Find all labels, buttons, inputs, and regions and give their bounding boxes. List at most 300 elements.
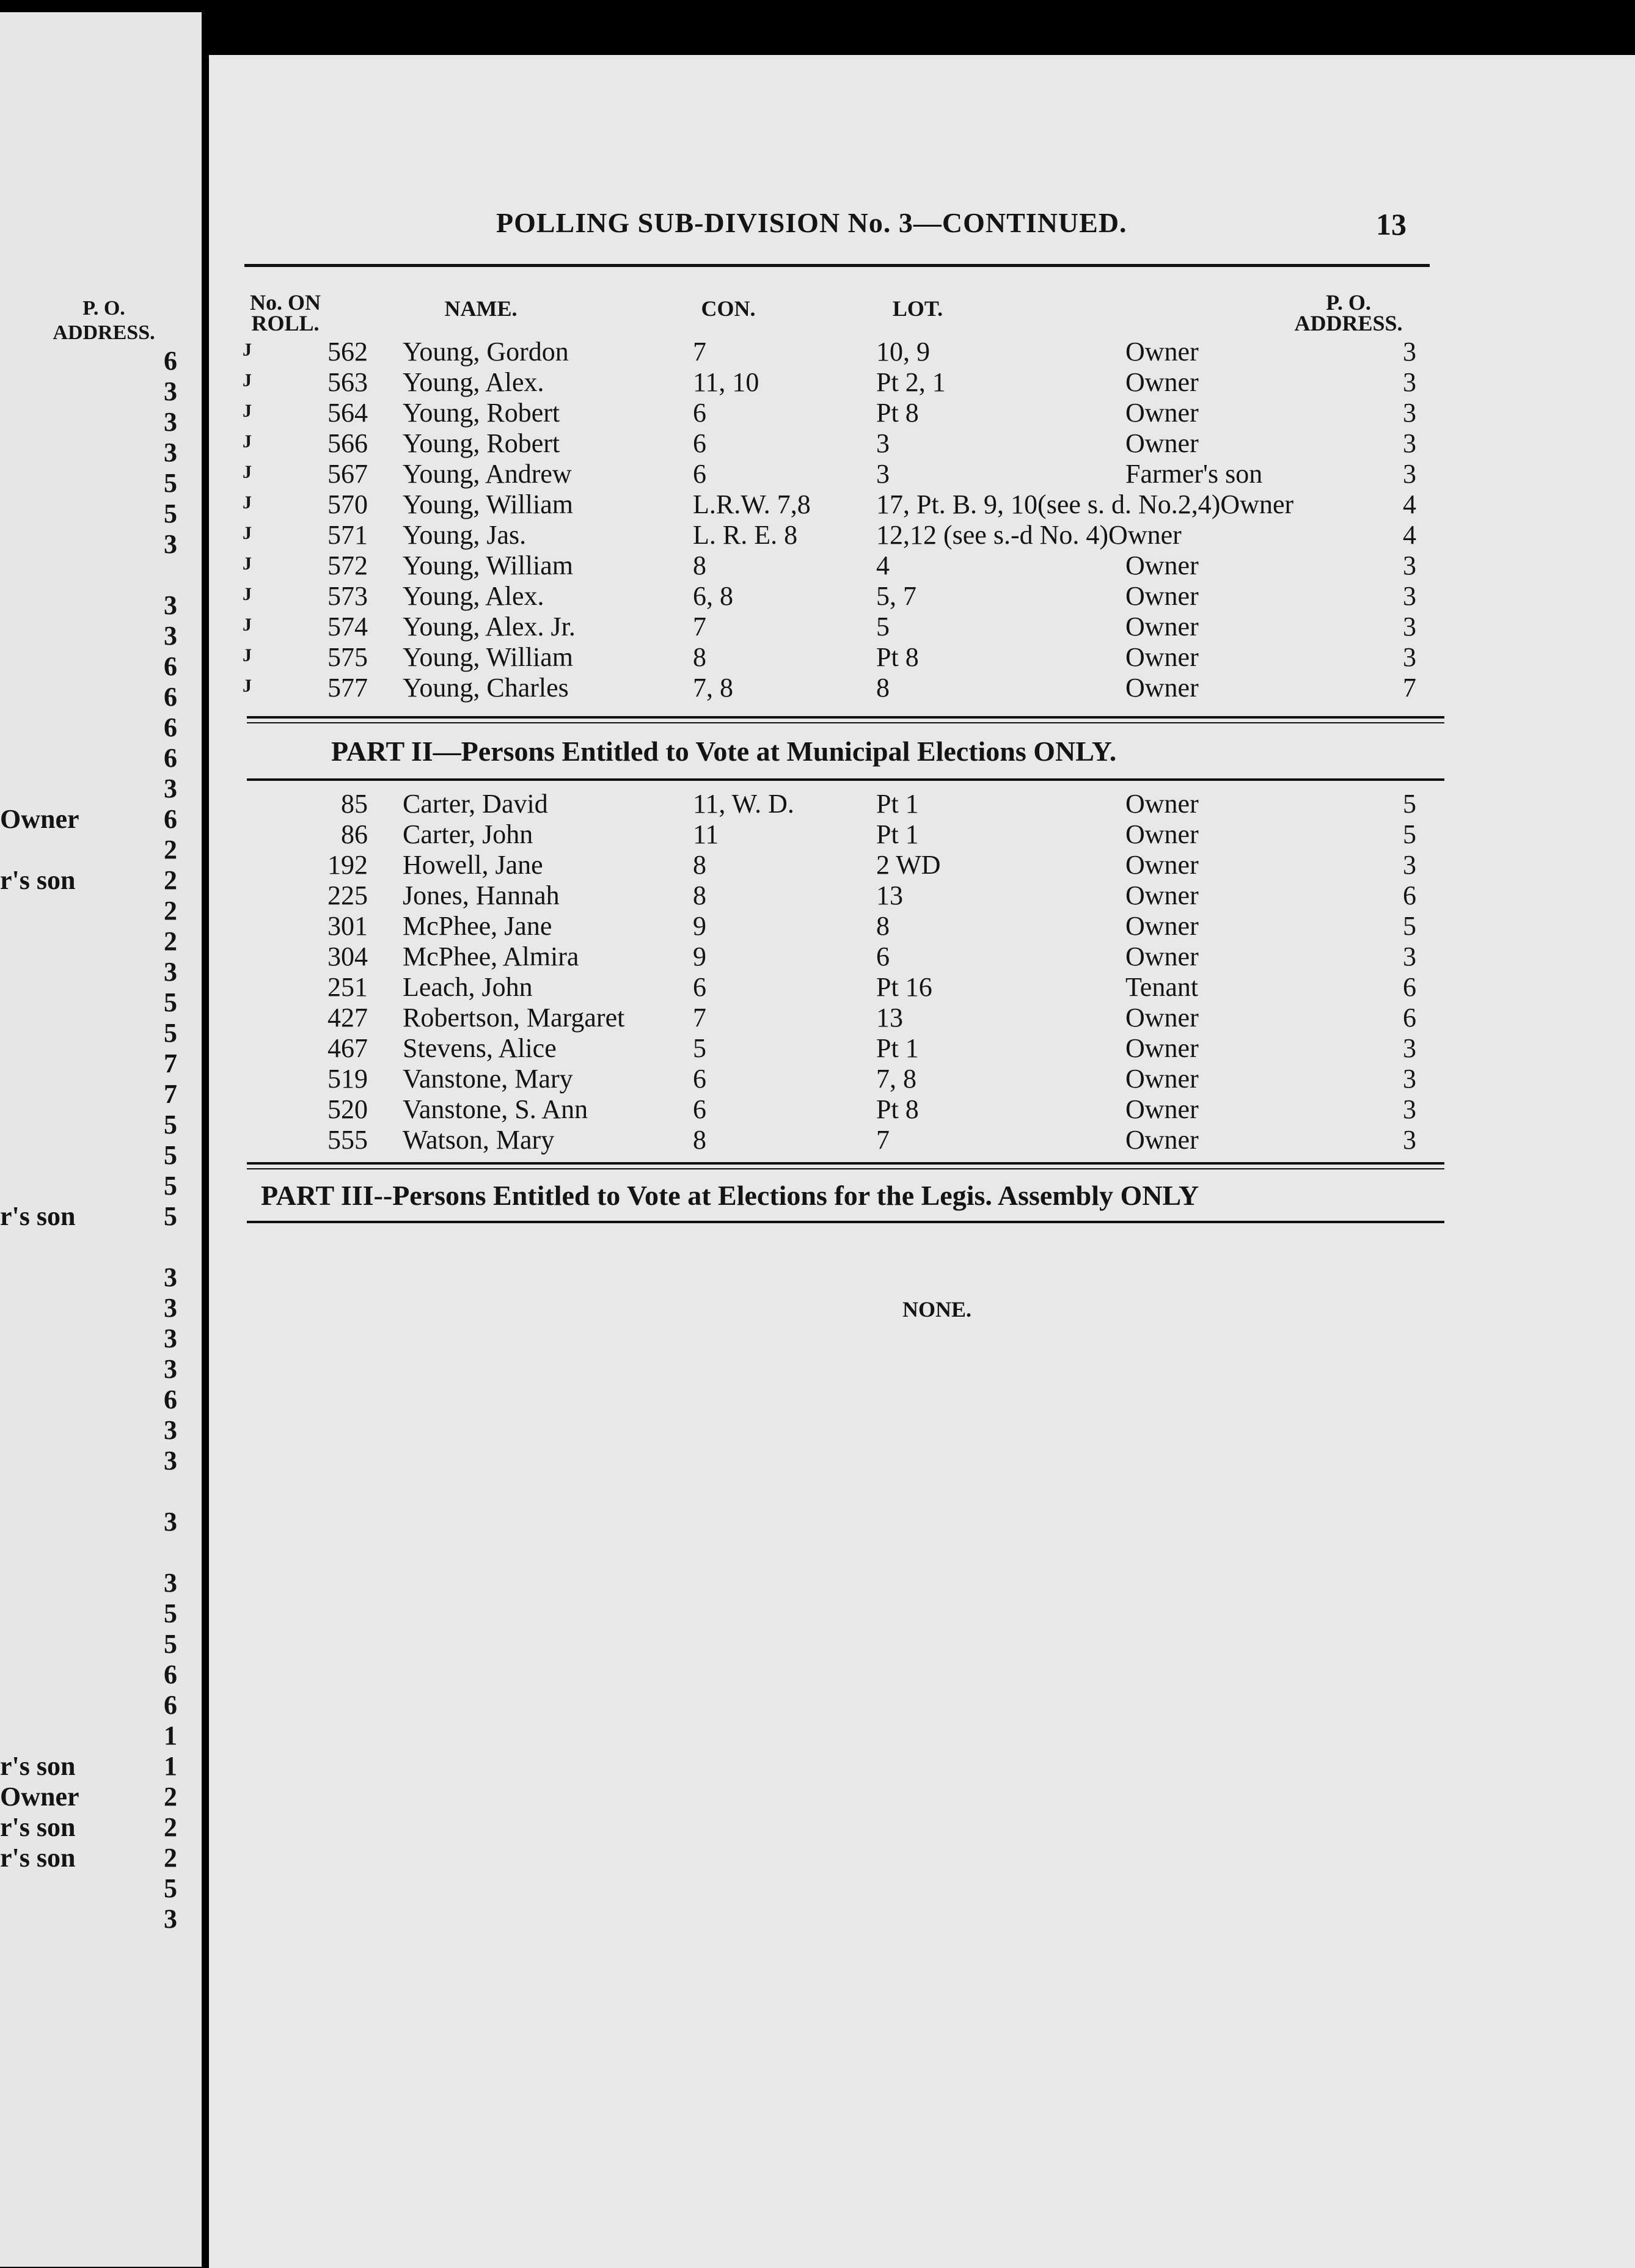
left-list-item: [0, 590, 177, 620]
cell-addr: 4: [1403, 520, 1416, 550]
cell-lot: 3: [876, 428, 890, 458]
cell-addr: 3: [1403, 1125, 1416, 1155]
left-row-value: 6: [164, 651, 177, 681]
cell-addr: 3: [1403, 1064, 1416, 1094]
cell-no: 467: [327, 1033, 368, 1063]
cell-type: Tenant: [1125, 972, 1199, 1002]
left-row-value: 5: [164, 1110, 177, 1139]
left-list-item: [0, 1659, 177, 1689]
cell-j: J: [243, 462, 252, 482]
cell-name: Carter, David: [403, 789, 548, 819]
left-list-item: [0, 1720, 177, 1750]
cell-no: 567: [327, 459, 368, 489]
col-lot: LOT.: [892, 296, 943, 321]
cell-con: 8: [693, 880, 706, 910]
part2-title: PART II—Persons Entitled to Vote at Municipal Elections ONLY.: [331, 736, 1117, 767]
cell-no: 304: [327, 942, 368, 971]
cell-lot: 12,12 (see s.-d No. 4)Owner: [876, 520, 1182, 550]
left-list-item: [0, 865, 177, 895]
left-row-value: 3: [164, 774, 177, 803]
left-row-value: 5: [164, 987, 177, 1017]
cell-con: 6: [693, 1094, 706, 1124]
cell-addr: 3: [1403, 581, 1416, 611]
part3-title: PART III--Persons Entitled to Vote at Elections for the Legis. Assembly ONLY: [261, 1180, 1199, 1211]
cell-con: 11: [693, 819, 719, 849]
cell-type: Owner: [1125, 1094, 1199, 1124]
cell-addr: 3: [1403, 459, 1416, 489]
left-list-item: [0, 1017, 177, 1048]
cell-addr: 6: [1403, 1003, 1416, 1033]
cell-type: Owner: [1125, 819, 1199, 849]
table-row: [243, 941, 1575, 971]
part1-rule-a: [247, 716, 1444, 719]
left-row-value: 3: [164, 1568, 177, 1598]
cell-type: Owner: [1125, 789, 1199, 819]
table-row: [243, 458, 1575, 489]
cell-addr: 6: [1403, 880, 1416, 910]
left-row-value: 2: [164, 1843, 177, 1873]
cell-addr: 3: [1403, 551, 1416, 580]
cell-type: Owner: [1125, 850, 1199, 880]
cell-lot: Pt 8: [876, 642, 919, 672]
left-row-value: 3: [164, 1354, 177, 1384]
cell-no: 85: [341, 789, 368, 819]
cell-no: 520: [327, 1094, 368, 1124]
left-row-text: r's son: [0, 1843, 76, 1873]
cell-no: 86: [341, 819, 368, 849]
cell-no: 571: [327, 520, 368, 550]
cell-con: 9: [693, 911, 706, 941]
cell-con: 8: [693, 642, 706, 672]
cell-lot: Pt 1: [876, 1033, 919, 1063]
table-row: [243, 1033, 1575, 1063]
table-row: [243, 1063, 1575, 1094]
col-name: NAME.: [444, 296, 518, 321]
left-list-item: [0, 1598, 177, 1628]
left-row-value: 5: [164, 1598, 177, 1628]
cell-lot: 5: [876, 612, 890, 642]
cell-name: Howell, Jane: [403, 850, 543, 880]
table-row: [243, 910, 1575, 941]
cell-no: 562: [327, 337, 368, 367]
cell-type: Owner: [1125, 337, 1199, 367]
cell-type: Owner: [1125, 942, 1199, 971]
left-row-value: 3: [164, 1446, 177, 1476]
cell-name: Young, Andrew: [403, 459, 572, 489]
cell-con: L.R.W. 7,8: [693, 489, 811, 519]
cell-con: 6: [693, 428, 706, 458]
cell-con: 7, 8: [693, 673, 733, 703]
cell-name: Young, William: [403, 642, 573, 672]
left-row-value: 1: [164, 1751, 177, 1781]
cell-lot: Pt 1: [876, 789, 919, 819]
table-row: [243, 672, 1575, 703]
left-list-item: [0, 1262, 177, 1292]
left-row-value: 5: [164, 1171, 177, 1201]
table-row: [243, 1094, 1575, 1124]
left-row-value: 3: [164, 407, 177, 437]
cell-type: Owner: [1125, 1003, 1199, 1033]
cell-con: 11, 10: [693, 367, 759, 397]
table-row: [243, 642, 1575, 672]
left-row-value: 2: [164, 1782, 177, 1812]
table-row: [243, 849, 1575, 880]
cell-addr: 3: [1403, 1094, 1416, 1124]
cell-name: Watson, Mary: [403, 1125, 555, 1155]
left-list-item: [0, 1506, 177, 1537]
left-list-item: [0, 559, 177, 590]
cell-lot: 3: [876, 459, 890, 489]
left-list-item: [0, 1292, 177, 1323]
left-list-item: [0, 529, 177, 559]
left-row-value: 2: [164, 926, 177, 956]
left-list-item: [0, 1384, 177, 1414]
part2-top-rule: [247, 778, 1444, 781]
col-con: CON.: [701, 296, 756, 321]
cell-j: J: [243, 554, 252, 574]
cell-name: Carter, John: [403, 819, 533, 849]
left-list-item: [0, 1873, 177, 1903]
right-page: [209, 55, 1635, 2268]
cell-no: 301: [327, 911, 368, 941]
cell-lot: 10, 9: [876, 337, 930, 367]
cell-lot: Pt 8: [876, 398, 919, 428]
cell-con: L. R. E. 8: [693, 520, 798, 550]
cell-j: J: [243, 676, 252, 696]
table-row: [243, 788, 1575, 819]
cell-name: McPhee, Almira: [403, 942, 579, 971]
table-row: [243, 1002, 1575, 1033]
cell-con: 6: [693, 1064, 706, 1094]
left-row-value: 6: [164, 1690, 177, 1720]
left-row-value: 3: [164, 1904, 177, 1934]
table-row: [243, 336, 1575, 367]
left-list-item: [0, 1201, 177, 1231]
cell-addr: 5: [1403, 819, 1416, 849]
left-list-item: [0, 1048, 177, 1078]
table-row: [243, 550, 1575, 580]
cell-name: Stevens, Alice: [403, 1033, 557, 1063]
cell-lot: Pt 16: [876, 972, 932, 1002]
cell-addr: 3: [1403, 428, 1416, 458]
left-list-item: [0, 1628, 177, 1659]
left-list-item: [0, 803, 177, 834]
cell-con: 7: [693, 337, 706, 367]
cell-j: J: [243, 401, 252, 421]
left-list-item: [0, 834, 177, 865]
cell-lot: Pt 8: [876, 1094, 919, 1124]
cell-lot: 4: [876, 551, 890, 580]
left-row-value: 3: [164, 957, 177, 987]
left-row-value: 3: [164, 1262, 177, 1292]
page-gutter: [202, 0, 209, 2268]
cell-name: Young, Alex.: [403, 367, 544, 397]
cell-addr: 3: [1403, 337, 1416, 367]
left-row-value: 6: [164, 682, 177, 712]
left-list-item: [0, 1353, 177, 1384]
left-list-item: [0, 1812, 177, 1842]
cell-addr: 3: [1403, 850, 1416, 880]
table-row: [243, 489, 1575, 519]
table-row: [243, 367, 1575, 397]
left-list-item: [0, 406, 177, 437]
left-row-value: 3: [164, 1293, 177, 1323]
left-row-value: 6: [164, 804, 177, 834]
cell-j: J: [243, 340, 252, 360]
part2-rule-a: [247, 1162, 1444, 1165]
none-label: NONE.: [902, 1297, 972, 1322]
cell-con: 7: [693, 612, 706, 642]
cell-j: J: [243, 584, 252, 604]
cell-j: J: [243, 370, 252, 390]
cell-name: McPhee, Jane: [403, 911, 552, 941]
cell-lot: 13: [876, 880, 903, 910]
cell-type: Owner: [1125, 1064, 1199, 1094]
cell-con: 6, 8: [693, 581, 733, 611]
cell-type: Owner: [1125, 880, 1199, 910]
left-row-value: 3: [164, 1507, 177, 1537]
left-row-value: 2: [164, 865, 177, 895]
cell-no: 192: [327, 850, 368, 880]
col-no-on-roll: No. ON ROLL.: [250, 290, 321, 335]
left-row-value: 6: [164, 346, 177, 376]
cell-lot: 7, 8: [876, 1064, 916, 1094]
left-list-item: [0, 498, 177, 529]
cell-con: 9: [693, 942, 706, 971]
cell-name: Leach, John: [403, 972, 533, 1002]
cell-type: Owner: [1125, 1125, 1199, 1155]
cell-name: Young, Robert: [403, 398, 560, 428]
left-list-item: [0, 956, 177, 987]
left-list-item: [0, 1567, 177, 1598]
cell-addr: 3: [1403, 942, 1416, 971]
cell-no: 572: [327, 551, 368, 580]
left-list-item: [0, 1537, 177, 1567]
col-po-address: P. O. ADDRESS.: [1294, 290, 1403, 335]
cell-lot: 8: [876, 673, 890, 703]
left-row-value: 7: [164, 1079, 177, 1109]
left-list-item: [0, 1139, 177, 1170]
cell-no: 566: [327, 428, 368, 458]
cell-addr: 3: [1403, 1033, 1416, 1063]
cell-type: Farmer's son: [1125, 459, 1263, 489]
cell-type: Owner: [1125, 551, 1199, 580]
cell-no: 251: [327, 972, 368, 1002]
left-list-item: [0, 437, 177, 467]
left-list-item: [0, 773, 177, 803]
cell-type: Owner: [1125, 581, 1199, 611]
cell-j: J: [243, 645, 252, 665]
left-list-item: [0, 1231, 177, 1262]
left-list-item: [0, 1842, 177, 1873]
left-row-value: 3: [164, 437, 177, 467]
cell-no: 555: [327, 1125, 368, 1155]
cell-j: J: [243, 431, 252, 452]
cell-no: 563: [327, 367, 368, 397]
left-list-item: [0, 345, 177, 376]
cell-name: Young, Jas.: [403, 520, 527, 550]
left-list-item: [0, 895, 177, 926]
cell-type: Owner: [1125, 428, 1199, 458]
left-row-text: Owner: [0, 804, 79, 834]
left-row-value: 5: [164, 1201, 177, 1231]
left-row-value: 5: [164, 468, 177, 498]
left-list-item: [0, 1170, 177, 1201]
left-list-item: [0, 1781, 177, 1812]
left-list-item: [0, 1078, 177, 1109]
left-list-item: [0, 712, 177, 742]
left-row-value: 3: [164, 376, 177, 406]
cell-lot: Pt 2, 1: [876, 367, 946, 397]
cell-lot: 2 WD: [876, 850, 941, 880]
cell-name: Young, William: [403, 551, 573, 580]
cell-con: 8: [693, 551, 706, 580]
cell-con: 7: [693, 1003, 706, 1033]
cell-name: Young, Charles: [403, 673, 569, 703]
table-row: [243, 611, 1575, 642]
left-list-item: [0, 620, 177, 651]
left-list-item: [0, 1445, 177, 1476]
cell-name: Young, Gordon: [403, 337, 569, 367]
part2-rule-b: [247, 1168, 1444, 1169]
left-row-value: 2: [164, 896, 177, 926]
table-row: [243, 880, 1575, 910]
left-row-text: r's son: [0, 1201, 76, 1231]
cell-con: 8: [693, 1125, 706, 1155]
cell-type: Owner: [1125, 398, 1199, 428]
left-row-value: 5: [164, 1140, 177, 1170]
cell-type: Owner: [1125, 911, 1199, 941]
cell-name: Young, Robert: [403, 428, 560, 458]
left-row-value: 6: [164, 712, 177, 742]
left-list-item: [0, 1750, 177, 1781]
left-row-value: 6: [164, 1385, 177, 1414]
cell-lot: Pt 1: [876, 819, 919, 849]
left-row-value: 3: [164, 590, 177, 620]
cell-lot: 8: [876, 911, 890, 941]
left-row-text: r's son: [0, 1751, 76, 1781]
left-po-address-header: P. O. ADDRESS.: [53, 297, 155, 344]
cell-addr: 5: [1403, 911, 1416, 941]
left-list-item: [0, 681, 177, 712]
cell-no: 575: [327, 642, 368, 672]
left-row-value: 6: [164, 743, 177, 773]
cell-no: 570: [327, 489, 368, 519]
left-row-value: 5: [164, 1629, 177, 1659]
left-page-fragment: [0, 12, 202, 2267]
cell-con: 5: [693, 1033, 706, 1063]
left-row-value: 2: [164, 1812, 177, 1842]
part1-rule-b: [247, 722, 1444, 723]
left-list-item: [0, 926, 177, 956]
left-row-value: 5: [164, 1873, 177, 1903]
table-row: [243, 819, 1575, 849]
cell-name: Vanstone, Mary: [403, 1064, 573, 1094]
cell-con: 6: [693, 398, 706, 428]
cell-name: Young, Alex.: [403, 581, 544, 611]
cell-j: J: [243, 615, 252, 635]
cell-lot: 5, 7: [876, 581, 916, 611]
header-rule: [244, 264, 1430, 267]
left-row-value: 7: [164, 1048, 177, 1078]
part3-rule: [247, 1221, 1444, 1223]
cell-con: 8: [693, 850, 706, 880]
cell-no: 573: [327, 581, 368, 611]
cell-name: Young, William: [403, 489, 573, 519]
left-list-item: [0, 1414, 177, 1445]
cell-con: 6: [693, 459, 706, 489]
left-row-value: 1: [164, 1721, 177, 1750]
left-list-item: [0, 987, 177, 1017]
left-row-value: 5: [164, 499, 177, 529]
table-row: [243, 580, 1575, 611]
left-row-text: Owner: [0, 1782, 79, 1812]
left-row-value: 5: [164, 1018, 177, 1048]
left-list-item: [0, 376, 177, 406]
page-header-title: POLLING SUB-DIVISION No. 3—CONTINUED.: [496, 207, 1127, 238]
left-list-item: [0, 651, 177, 681]
cell-no: 225: [327, 880, 368, 910]
page-number: 13: [1376, 207, 1406, 241]
left-row-value: 3: [164, 1415, 177, 1445]
cell-type: Owner: [1125, 367, 1199, 397]
left-row-value: 3: [164, 621, 177, 651]
cell-addr: 3: [1403, 398, 1416, 428]
table-row: [243, 397, 1575, 428]
table-row: [243, 428, 1575, 458]
cell-j: J: [243, 492, 252, 513]
left-list-item: [0, 1109, 177, 1139]
left-list-item: [0, 1903, 177, 1934]
cell-type: Owner: [1125, 673, 1199, 703]
left-list-item: [0, 1323, 177, 1353]
cell-addr: 7: [1403, 673, 1416, 703]
cell-name: Vanstone, S. Ann: [403, 1094, 588, 1124]
cell-con: 6: [693, 972, 706, 1002]
left-list-item: [0, 742, 177, 773]
left-row-value: 2: [164, 835, 177, 865]
cell-no: 564: [327, 398, 368, 428]
left-list-item: [0, 467, 177, 498]
left-row-text: r's son: [0, 865, 76, 895]
cell-no: 577: [327, 673, 368, 703]
cell-type: Owner: [1125, 612, 1199, 642]
cell-type: Owner: [1125, 642, 1199, 672]
left-row-value: 6: [164, 1659, 177, 1689]
cell-addr: 4: [1403, 489, 1416, 519]
cell-addr: 3: [1403, 367, 1416, 397]
cell-addr: 3: [1403, 612, 1416, 642]
left-list-item: [0, 1689, 177, 1720]
cell-j: J: [243, 523, 252, 543]
cell-addr: 5: [1403, 789, 1416, 819]
left-row-value: 3: [164, 1323, 177, 1353]
table-row: [243, 519, 1575, 550]
cell-name: Robertson, Margaret: [403, 1003, 625, 1033]
cell-lot: 13: [876, 1003, 903, 1033]
cell-no: 427: [327, 1003, 368, 1033]
cell-no: 519: [327, 1064, 368, 1094]
cell-type: Owner: [1125, 1033, 1199, 1063]
cell-no: 574: [327, 612, 368, 642]
cell-lot: 7: [876, 1125, 890, 1155]
cell-name: Jones, Hannah: [403, 880, 560, 910]
left-row-text: r's son: [0, 1812, 76, 1842]
left-list-item: [0, 1476, 177, 1506]
left-row-value: 3: [164, 529, 177, 559]
cell-name: Young, Alex. Jr.: [403, 612, 576, 642]
table-row: [243, 1124, 1575, 1155]
